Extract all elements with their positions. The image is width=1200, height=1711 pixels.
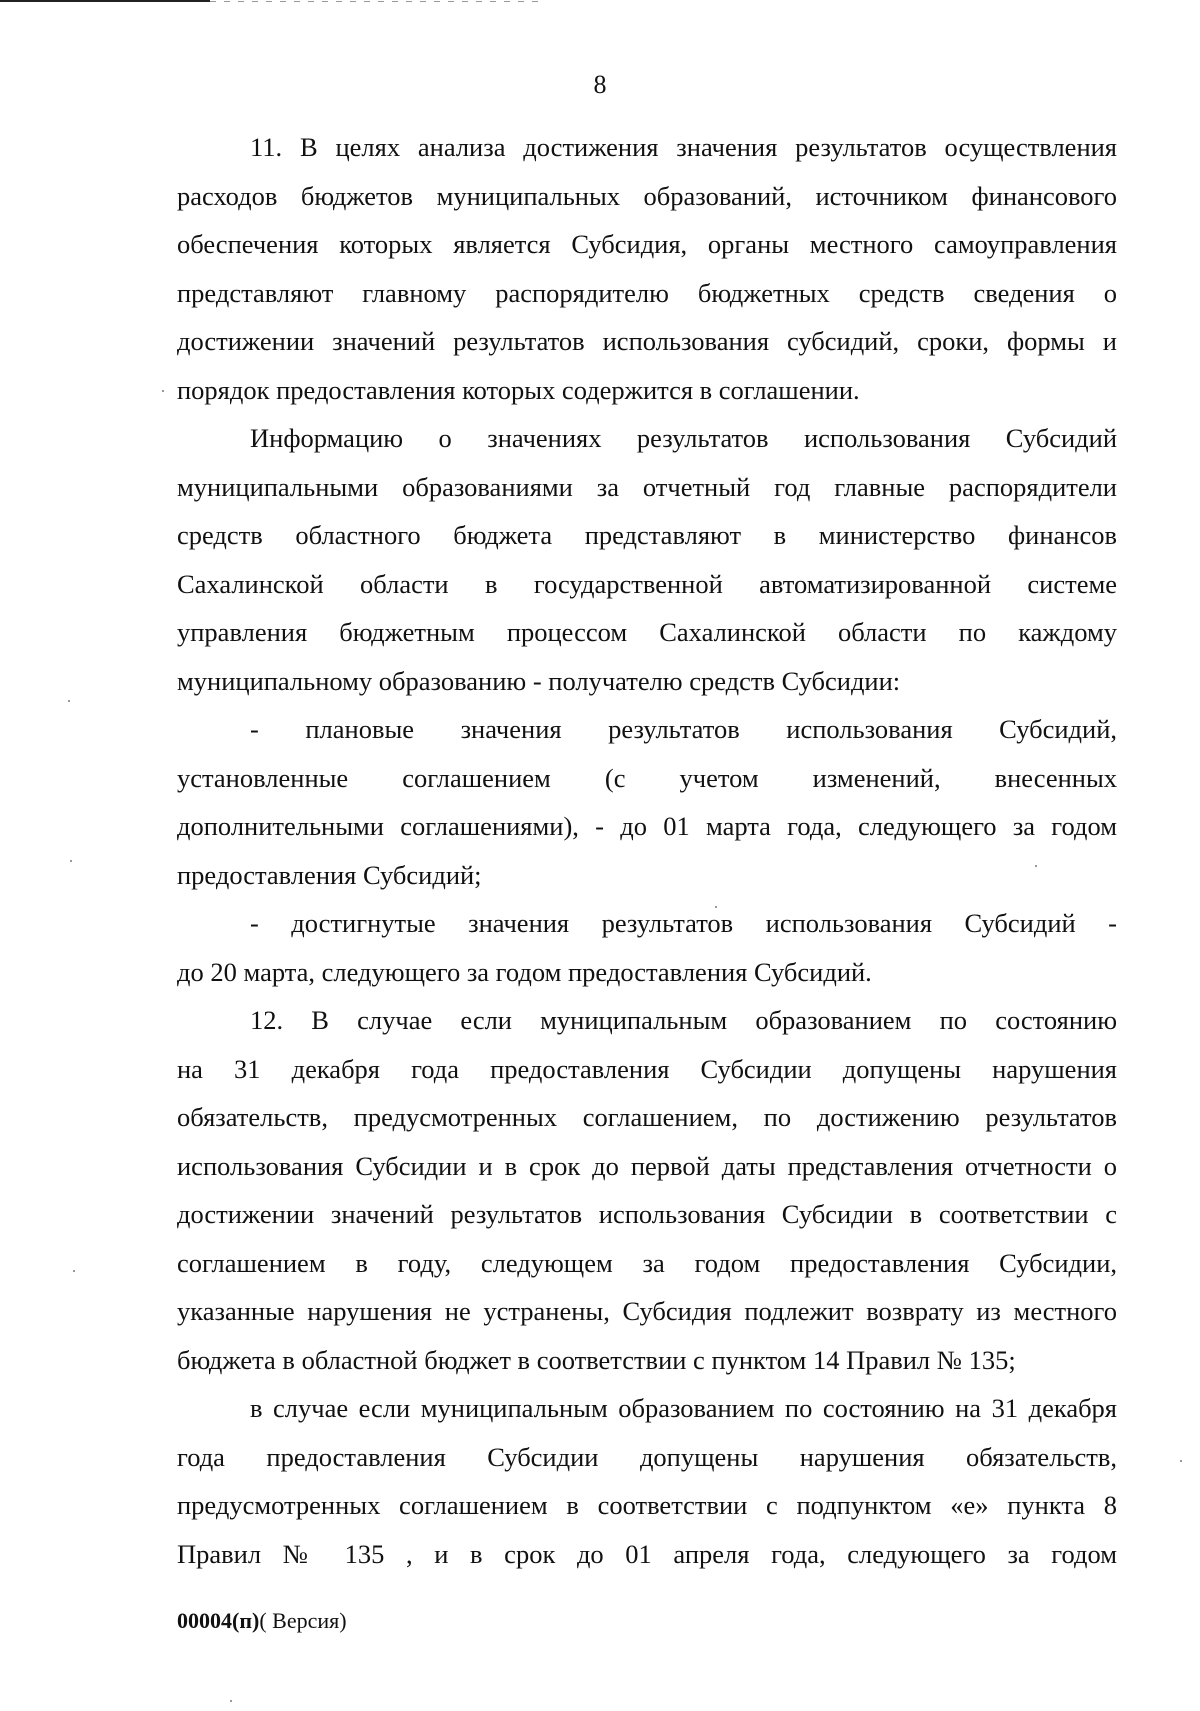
document-code: 00004(п) [177,1608,260,1633]
text-line: в случае если муниципальным образованием по состоянию на 31 декабря [250,1393,1117,1423]
text-line: муниципальными образованиями за отчетный год главные распорядители [177,471,1117,502]
text-line: достижении значений результатов использования субсидий, сроки, формы и [177,326,1117,356]
text-line: года предоставления Субсидии допущены нарушения обязательств, [177,1441,1117,1472]
scan-speck [73,1270,75,1272]
text-line: обязательств, предусмотренных соглашением, по достижению результатов [177,1102,1117,1132]
scan-speck [68,700,70,702]
text-line: дополнительными соглашениями), - до 01 марта года, следующего за годом [177,811,1117,841]
text-line: управления бюджетным процессом Сахалинской области по каждому [177,617,1117,647]
text-line: Сахалинской области в государственной автоматизированной системе [177,568,1117,599]
scan-speck [715,906,717,908]
scan-edge-line [0,0,210,2]
page-number: 8 [593,70,607,99]
scan-speck [70,860,72,862]
text-line: до 20 марта, следующего за годом предоставления Субсидий. [177,956,872,987]
text-line: бюджета в областной бюджет в соответствии с пунктом 14 Правил № 135; [177,1344,1016,1375]
text-line: средств областного бюджета представляют в министерство финансов [177,520,1117,550]
text-line: предоставления Субсидий; [177,859,482,890]
text-line: обеспечения которых является Субсидия, органы местного самоуправления [177,229,1117,259]
document-version: ( Версия) [259,1608,347,1633]
text-line: использования Субсидии и в срок до первой даты представления отчетности о [177,1150,1117,1181]
list-item-line: - достигнутые значения результатов использования Субсидий - [250,908,1117,938]
scan-speck [1180,1460,1182,1462]
text-line: 12. В случае если муниципальным образованием по состоянию [250,1005,1117,1035]
text-line: на 31 декабря года предоставления Субсидии допущены нарушения [177,1053,1117,1084]
text-line: расходов бюджетов муниципальных образований, источником финансового [177,180,1117,211]
text-line: Правил № 135 , и в срок до 01 апреля года, следующего за годом [177,1538,1117,1569]
text-line: достижении значений результатов использования Субсидии в соответствии с [177,1199,1117,1229]
text-line: предусмотренных соглашением в соответствии с подпунктом «е» пункта 8 [177,1490,1117,1520]
text-line: 11. В целях анализа достижения значения результатов осуществления [250,132,1117,162]
text-line: порядок предоставления которых содержится в соглашении. [177,374,860,405]
scan-speck [162,390,164,392]
text-line: Информацию о значениях результатов использования Субсидий [250,423,1117,453]
text-line: муниципальному образованию - получателю средств Субсидии: [177,665,901,696]
text-line: соглашением в году, следующем за годом предоставления Субсидии, [177,1247,1117,1278]
scan-speck [1035,865,1037,867]
text-line: установленные соглашением (с учетом изменений, внесенных [177,762,1117,793]
document-body [177,123,1117,1578]
scan-speck [230,1700,232,1702]
document-footer [177,1608,347,1634]
text-line: указанные нарушения не устранены, Субсидия подлежит возврату из местного [177,1296,1117,1326]
text-line: представляют главному распорядителю бюджетных средств сведения о [177,277,1117,308]
scan-edge-dash [210,1,540,2]
list-item-line: - плановые значения результатов использования Субсидий, [250,714,1117,744]
